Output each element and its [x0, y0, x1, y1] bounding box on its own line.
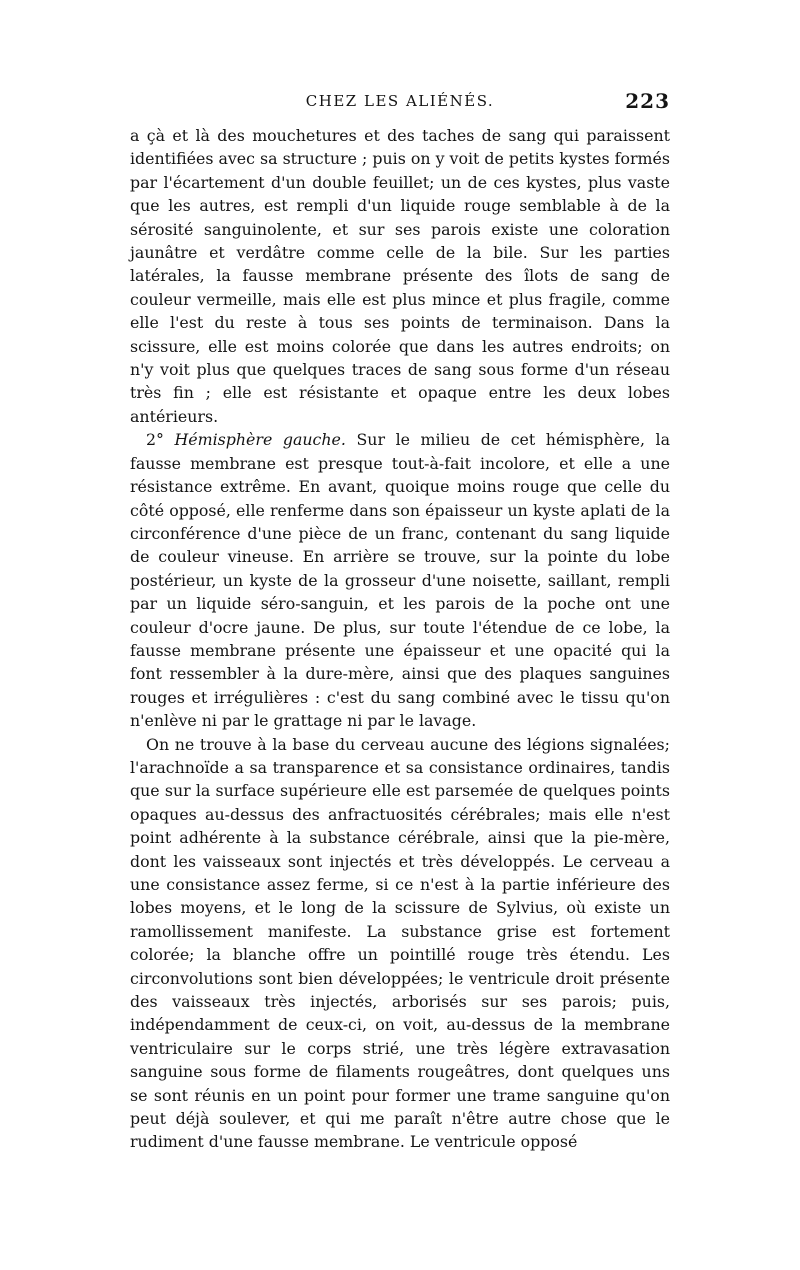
- running-title: CHEZ LES ALIÉNÉS.: [305, 92, 495, 110]
- book-page: [130, 89, 670, 1154]
- paragraph-3: On ne trouve à la base du cerveau aucune des légions signalées; l'arachnoïde a sa transparence et sa consistance ordinaires, tandis que sur la surface supérieure elle est parsemée de quelques points opaques au-dessus des anfractuosités cérébrales; mais elle n'est point adhérente à la substance cérébrale, ainsi que la pie-mère, dont les vaisseaux sont injectés et très développés. Le cerveau a une consistance assez ferme, si ce n'est à la partie inférieure des lobes moyens, et le long de la scissure de Sylvius, où existe un ramollissement manifeste. La substance grise est fortement colorée; la blanche offre un pointillé rouge très étendu. Les circonvolutions sont bien développées; le ventricule droit présente des vaisseaux très injectés, arborisés sur ses parois; puis, indépendamment de ceux-ci, on voit, au-dessus de la membrane ventriculaire sur le corps strié, une très légère extravasation sanguine sous forme de filaments rougeâtres, dont quelques uns se sont réunis en un point pour former une trame sanguine qu'on peut déjà soulever, et qui me paraît n'être autre chose que le rudiment d'une fausse membrane. Le ventricule opposé: [130, 734, 670, 1152]
- paragraph-1: a çà et là des mouchetures et des taches de sang qui paraissent identifiées avec sa structure ; puis on y voit de petits kystes formés par l'écartement d'un double feuillet; un de ces kystes, plus vaste que les autres, est rempli d'un liquide rouge semblable à de la sérosité sanguinolente, et sur ses parois existe une coloration jaunâtre et verdâtre comme celle de la bile. Sur les parties latérales, la fausse membrane présente des îlots de sang de couleur vermeille, mais elle est plus mince et plus fragile, comme elle l'est du reste à tous ses points de terminaison. Dans la scissure, elle est moins colorée que dans les autres endroits; on n'y voit plus que quelques traces de sang sous forme d'un réseau très fin ; elle est résistante et opaque entre les deux lobes antérieurs.: [130, 126, 670, 426]
- page-body: [130, 124, 670, 1154]
- page-number: 223: [625, 89, 670, 113]
- section-number: 2°: [146, 430, 164, 450]
- page-header: [130, 89, 670, 124]
- section-heading: Hémisphère gauche.: [174, 430, 346, 450]
- paragraph-2: [130, 428, 670, 732]
- paragraph-2-text: Sur le milieu de cet hémisphère, la fausse membrane est presque tout-à-fait incolore, et elle a une résistance extrême. En avant, quoique moins rouge que celle du côté opposé, elle renferme dans son épaisseur un kyste aplati de la circonférence d'une pièce de un franc, contenant du sang liquide de couleur vineuse. En arrière se trouve, sur la pointe du lobe postérieur, un kyste de la grosseur d'une noisette, saillant, rempli par un liquide séro-sanguin, et les parois de la poche ont une couleur d'ocre jaune. De plus, sur toute l'étendue de ce lobe, la fausse membrane présente une épaisseur et une opacité qui la font ressembler à la dure-mère, ainsi que des plaques sanguines rouges et irrégulières : c'est du sang combiné avec le tissu qu'on n'enlève ni par le grattage ni par le lavage.: [130, 430, 670, 731]
